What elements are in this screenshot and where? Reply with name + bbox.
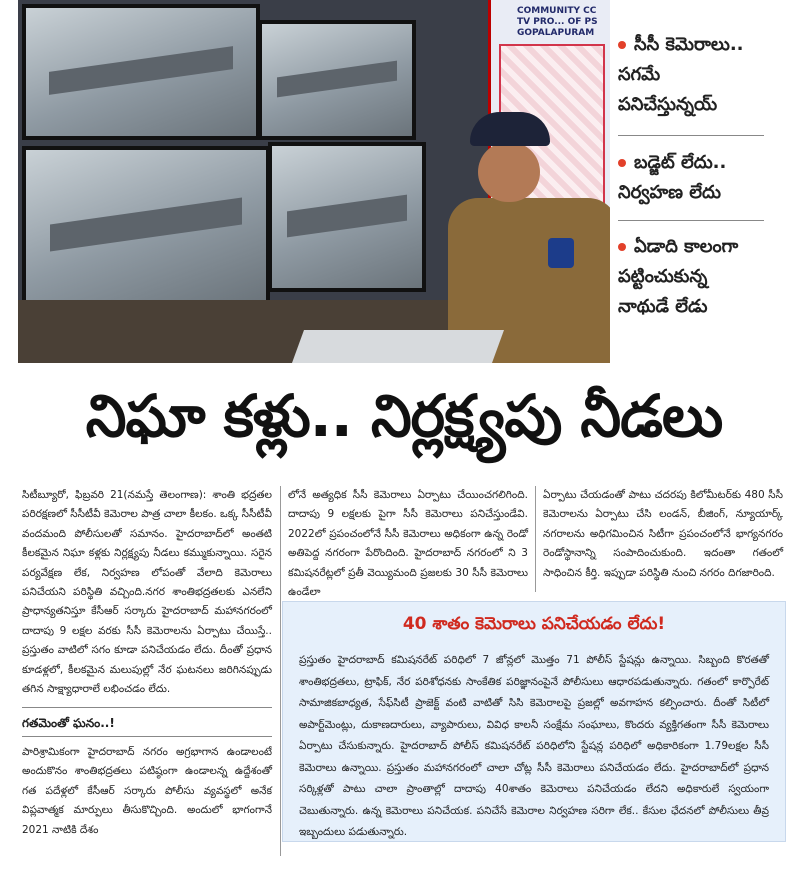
side-highlights (612, 0, 800, 363)
bullet-icon (618, 159, 626, 167)
shoulder-badge-icon (548, 238, 574, 268)
side-point: సీసీ కెమెరాలు.. సగమే పనిచేస్తున్నయ్ (618, 34, 744, 115)
divider (22, 736, 272, 737)
cctv-screen (22, 4, 260, 140)
box-title: 40 శాతం కెమెరాలు పనిచేయడం లేదు! (402, 614, 666, 634)
headline: నిఘా కళ్లు.. నిర్లక్ష్యపు నీడలు (85, 382, 723, 450)
board-title: COMMUNITY CC TV PRO... OF PS GOPALAPURAM (517, 6, 598, 38)
bullet-icon (618, 41, 626, 49)
bullet-icon (618, 243, 626, 251)
cctv-screen (258, 20, 416, 140)
highlight-box (282, 601, 786, 842)
paragraph: పారిశ్రామికంగా హైదరాబాద్ నగరం అగ్రభాగాన ఉండాలంటే అందుకొనం శాంతిభద్రతలు పటిష్ఠంగా ఉండాలన్న ఉద్దేశంతో గత పదేళ్లలో కేసీఆర్ సర్కారు పోలీసు వ్యవస్థలో అనేక విప్లవాత్మక మార్పులు తీసుకొచ్చింది. అందులో భాగంగానే 2021 నాటికి దేశం (22, 745, 272, 836)
article-column-3 (543, 486, 783, 583)
paragraph: లోనే అత్యధిక సీసీ కెమెరాలు ఏర్పాటు చేయించగలిగింది. దాదాపు 9 లక్షలకు పైగా సీసీ కెమెరాలు పనిచేస్తుండేవి. 2022లో ప్రపంచంలోనే సీసీ కెమెరాలు అధికంగా ఉన్న రెండో అతిపెద్ద నగరంగా పేరొందింది. హైదరాబాద్ నగరంలో ని 3 కమిషనరేట్లలో ప్రతీ వెయ్యిమంది ప్రజలకు 30 సీసీ కెమెరాలు ఉండేలా (288, 489, 528, 599)
paragraph: సిటీబ్యూరో, ఫిబ్రవరి 21(నమస్తే తెలంగాణ): శాంతి భద్రతల పరిరక్షణలో సీసీటీవీ కెమెరాల పాత్ర చాలా కీలకం. ఒక్క సీసీటీవీ వందమంది పోలీసులతో సమానం. హైదరాబాద్‌లో అంతటి కీలకమైన నిఘా కళ్లకు నిర్లక్ష్యపు నీడలు కమ్ముకున్నాయి. సరైన పర్యవేక్షణ లేక, నిర్వహణ లోపంతో వేలాది కెమెరాలు పనిచేయని పరిస్థితి వచ్చింది.నగర శాంతిభద్రతలకు ఎనలేని ప్రాధాన్యతనిస్తూ కేసీఆర్ సర్కారు హైదరాబాద్ మహానగరంలో దాదాపు 9 లక్షల వరకు సీసీ కెమెరాలను ఏర్పాటు చేయిస్తే.. ప్రస్తుతం వాటిలో సగం కూడా పనిచేయడం లేదు. దీంతో ప్రధాన కూడళ్లలో, కీలకమైన మలుపుల్లో నేర ఘటనలు జరిగినప్పుడు తగిన సాక్ష్యాధారాలే లభించడం లేదు. (22, 489, 272, 696)
cctv-screen (22, 146, 270, 306)
divider (618, 135, 764, 136)
column-separator (535, 486, 536, 592)
monitor-wall (18, 0, 488, 330)
cctv-screen (268, 142, 426, 292)
subheading: గతమెంతో ఘనం..! (22, 716, 115, 731)
article-column-1 (22, 486, 272, 840)
box-body: ప్రస్తుతం హైదరాబాద్ కమిషనరేట్ పరిధిలో 7 జోన్లలో మొత్తం 71 పోలీస్ స్టేషన్లు ఉన్నాయి. సిబ్బంది కొరతతో శాంతిభద్రతలు, ట్రాఫిక్, నేర పరిశోధనకు సాంకేతిక పరిజ్ఞానంపైనే పోలీసులు ఆధారపడుతున్నారు. గతంలో కార్పొరేట్ సామాజికబాధ్యత, సేఫ్‌సిటీ ప్రాజెక్ట్ వంటి వాటితో సిసి కెమెరాలపై ప్రజల్లో అవగాహన కల్పించారు. దీంతో సిటీలో అపార్ట్‌మెంట్లు, దుకాణదారులు, వ్యాపారులు, వివిధ కాలనీ సంక్షేమ సంఘాలు, కొందరు వ్యక్తిగతంగా సీసీ కెమెరాలు ఏర్పాటు చేసుకున్నారు. హైదరాబాద్ పోలీస్ కమిషనరేట్ పరిధిలోని స్టేషన్ల పరిధిలో అధికారికంగా 1.79లక్షల సీసీ కెమెరాలు ఉన్నాయి. ప్రస్తుతం మహానగరంలో చాలా చోట్ల సీసీ కెమెరాలు పనిచేయడం లేదు. హైదరాబాద్‌లో ప్రధాన సర్కిళ్లతో పాటు చాలా ప్రాంతాల్లో దాదాపు 40శాతం కెమెరాలు పనిచేయడం లేదని అధికారులే స్వయంగా చెబుతున్నారు. ఉన్న కెమెరాలు పనిచేయక. పనిచేసే కెమెరాల నిర్వహణ సరిగా లేక.. కేసుల ఛేదనలో పోలీసులు తీవ్ర ఇబ్బందులు పడుతున్నారు. (299, 654, 769, 838)
keyboard (292, 330, 504, 363)
paragraph: ఏర్పాటు చేయడంతో పాటు చదరపు కిలోమీటర్‌కు 480 సీసీ కెమెరాలను ఏర్పాటు చేసి లండన్, బీజింగ్, న్యూయార్క్ నగరాలను అధిగమించిన సిటీగా ప్రపంచంలోనే భాగ్యనగరం రెండోస్థానాన్ని సంపాదించుకుంది. ఇదంతా గతంలో సాధించిన కీర్తి. ఇప్పుడా పరిస్థితి నుంచి నగరం దిగజారింది. (543, 489, 783, 579)
police-officer (448, 112, 610, 363)
divider (22, 707, 272, 708)
column-separator (280, 486, 281, 856)
article-column-2 (288, 486, 528, 602)
side-point: ఏడాది కాలంగా పట్టించుకున్న నాథుడే లేడు (618, 236, 739, 317)
side-point: బడ్జెట్ లేదు.. నిర్వహణ లేదు (618, 152, 727, 203)
news-photo (18, 0, 610, 363)
divider (618, 220, 764, 221)
